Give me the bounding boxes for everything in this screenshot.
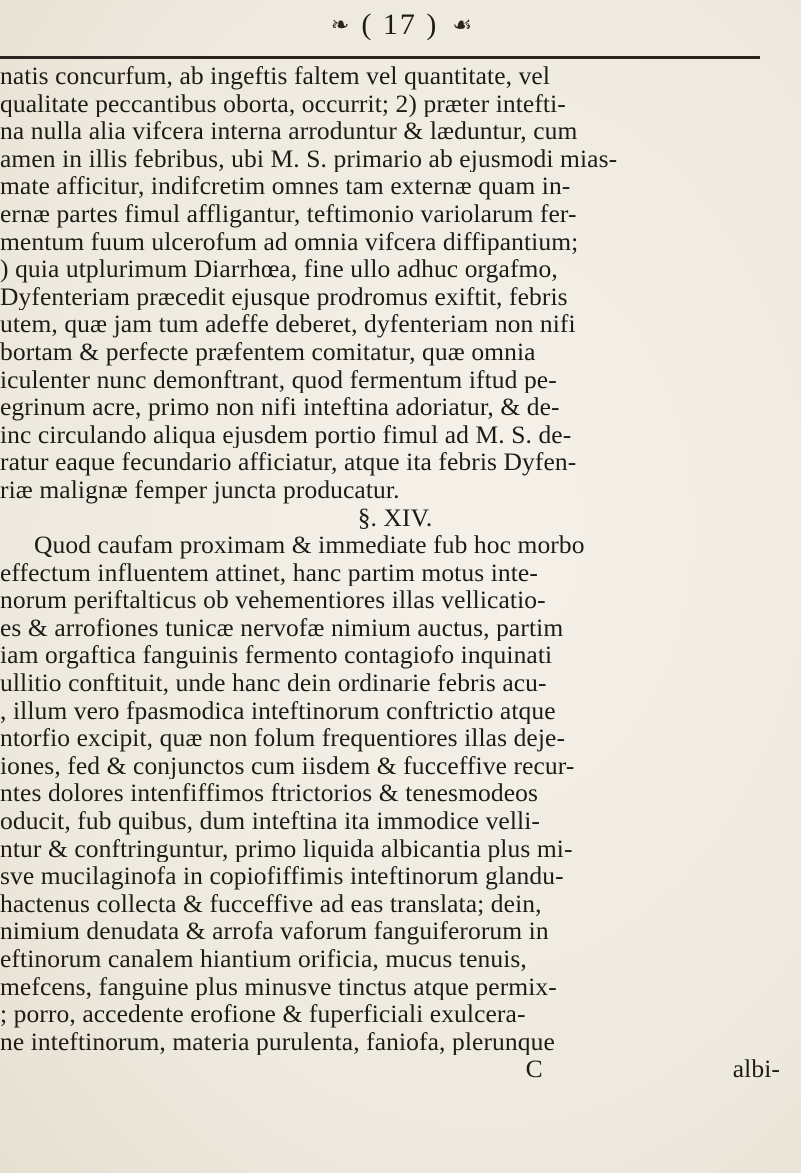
text-line: amen in illis febribus, ubi M. S. primario ab ejusmodi mias-: [0, 144, 618, 173]
text-line: inc circulando aliqua ejusdem portio fimul ad M. S. de-: [0, 420, 572, 449]
page-footer: [0, 1055, 790, 1083]
text-line: iculenter nunc demonftrant, quod fermentum iftud pe-: [0, 365, 557, 394]
signature-mark: C: [525, 1055, 543, 1083]
body-text: [0, 62, 790, 1083]
text-line: ullitio conftituit, unde hanc dein ordinarie febris acu-: [0, 669, 547, 697]
text-line: oducit, fub quibus, dum inteftina ita immodice velli-: [0, 807, 540, 835]
text-line: ntur & conftringuntur, primo liquida albicantia plus mi-: [0, 834, 573, 863]
text-line: mentum fuum ulcerofum ad omnia vifcera diffipantium;: [0, 227, 579, 256]
fleuron-right-icon: ☙: [452, 12, 471, 37]
fleuron-left-icon: ❧: [330, 12, 348, 37]
text-line: mate afficitur, indifcretim omnes tam externæ quam in-: [0, 172, 571, 200]
text-line: egrinum acre, primo non nifi inteftina adoriatur, & de-: [0, 393, 560, 421]
text-line: effectum influentem attinet, hanc partim motus inte-: [0, 558, 538, 587]
text-line: ) quia utplurimum Diarrhœa, fine ullo adhuc orgafmo,: [0, 255, 558, 283]
text-line: na nulla alia vifcera interna arroduntur & læduntur, cum: [0, 117, 578, 145]
text-line: eftinorum canalem hiantium orificia, mucus tenuis,: [0, 945, 527, 973]
catchword: albi-: [732, 1055, 780, 1083]
text-line: ernæ partes fimul affligantur, teftimonio variolarum fer-: [0, 199, 577, 228]
section-heading: §. XIV.: [357, 503, 433, 532]
header-rule: [0, 56, 760, 59]
text-line: iones, fed & conjunctos cum iisdem & fucceffive recur-: [0, 751, 575, 780]
text-line: ; porro, accedente erofione & fuperficiali exulcera-: [0, 1000, 526, 1028]
text-line: Quod caufam proximam & immediate fub hoc morbo: [34, 531, 585, 559]
text-line: bortam & perfecte præfentem comitatur, quæ omnia: [0, 337, 536, 366]
text-line: ntes dolores intenfiffimos ftrictorios & tenesmodeos: [0, 779, 539, 808]
text-line: ratur eaque fecundario afficiatur, atque ita febris Dyfen-: [0, 448, 577, 476]
text-line: utem, quæ jam tum adeffe deberet, dyfenteriam non nifi: [0, 310, 576, 338]
text-line: hactenus collecta & fucceffive ad eas translata; dein,: [0, 889, 542, 918]
text-line: riæ malignæ femper juncta producatur.: [0, 475, 400, 504]
text-line: iam orgaftica fanguinis fermento contagiofo inquinati: [0, 641, 553, 670]
text-line: mefcens, fanguine plus minusve tinctus atque permix-: [0, 972, 557, 1001]
text-line: norum periftalticus ob vehementiores illas vellicatio-: [0, 586, 546, 614]
text-line: es & arrofiones tunicæ nervofæ nimium auctus, partim: [0, 613, 564, 642]
text-line: Dyfenteriam præcedit ejusque prodromus exiftit, febris: [0, 282, 568, 311]
text-line: sve mucilaginofa in copiofiffimis inteftinorum glandu-: [0, 862, 564, 890]
text-line: natis concurfum, ab ingeftis faltem vel quantitate, vel: [0, 62, 551, 90]
text-line: , illum vero fpasmodica inteftinorum conftrictio atque: [0, 696, 556, 725]
text-line: ntorfio excipit, quæ non folum frequentiores illas deje-: [0, 724, 566, 752]
text-line: qualitate peccantibus oborta, occurrit; 2) præter intefti-: [0, 89, 566, 118]
text-line: ne inteftinorum, materia purulenta, faniofa, plerunque: [0, 1027, 555, 1056]
text-line: nimium denudata & arrofa vaforum fanguiferorum in: [0, 917, 549, 945]
page-number: ( 17 ): [361, 8, 439, 41]
page-header: [0, 8, 801, 48]
